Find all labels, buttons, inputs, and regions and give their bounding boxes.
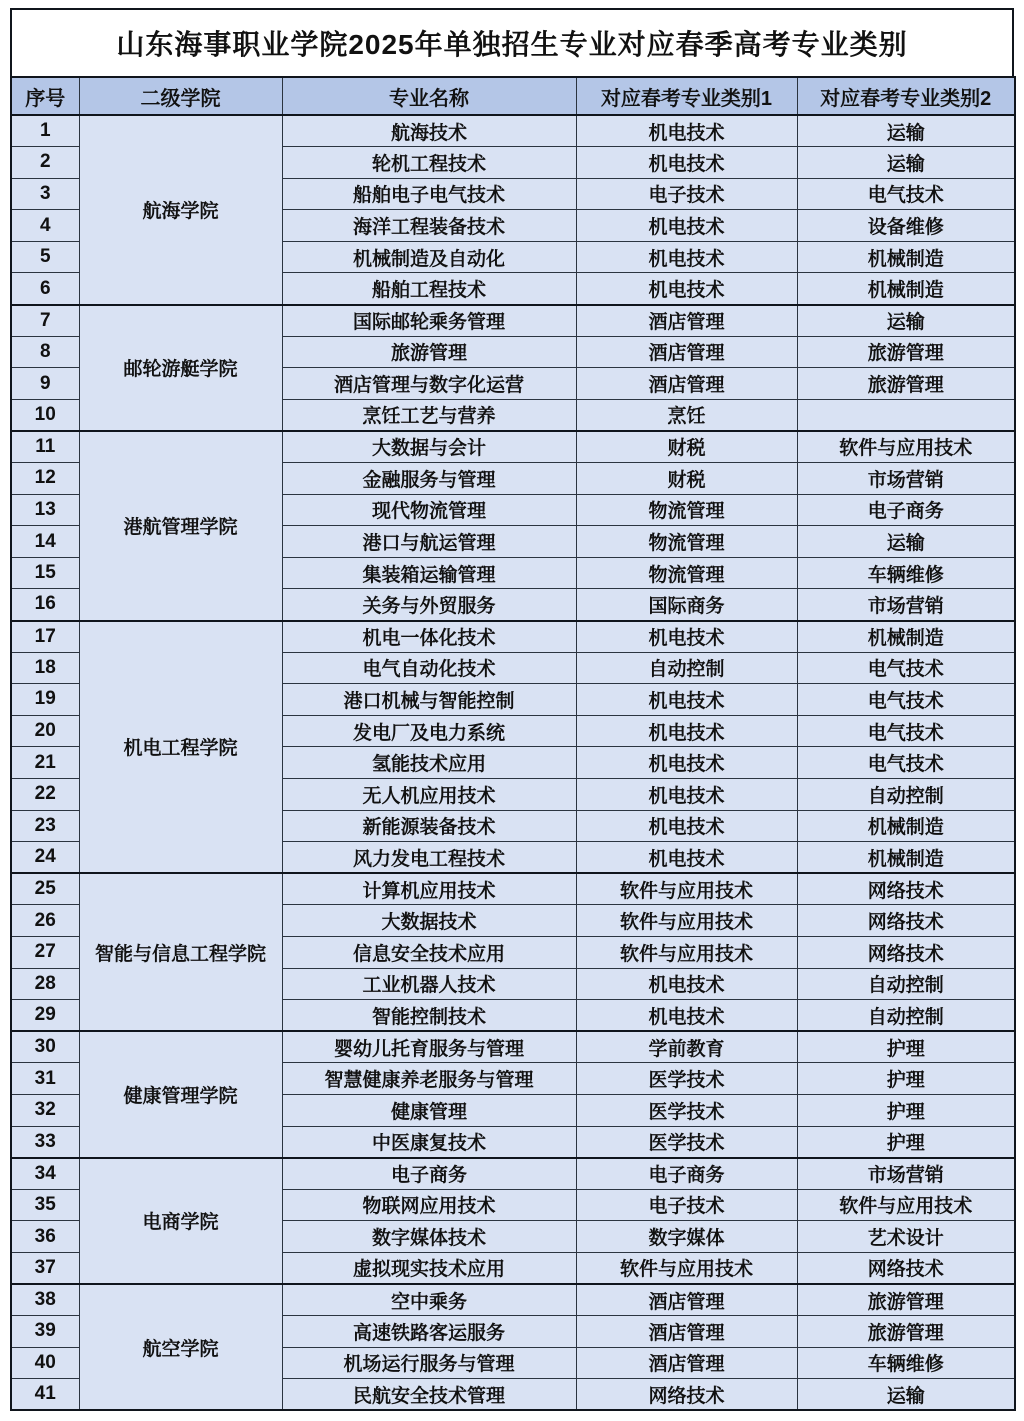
category1-cell: 医学技术 <box>576 1126 797 1158</box>
major-cell: 集装箱运输管理 <box>282 557 576 589</box>
category2-cell: 运输 <box>797 526 1015 558</box>
category2-cell: 旅游管理 <box>797 368 1015 400</box>
major-cell: 大数据与会计 <box>282 431 576 463</box>
category2-cell: 机械制造 <box>797 810 1015 842</box>
major-cell: 计算机应用技术 <box>282 873 576 905</box>
major-cell: 港口与航运管理 <box>282 526 576 558</box>
table-row <box>11 305 1015 337</box>
major-cell: 健康管理 <box>282 1094 576 1126</box>
category1-cell: 医学技术 <box>576 1094 797 1126</box>
college-cell: 航空学院 <box>79 1284 282 1410</box>
index-cell: 6 <box>11 273 79 305</box>
major-cell: 数字媒体技术 <box>282 1221 576 1253</box>
major-cell: 旅游管理 <box>282 336 576 368</box>
category1-cell: 自动控制 <box>576 652 797 684</box>
category1-cell: 学前教育 <box>576 1031 797 1063</box>
index-cell: 29 <box>11 1000 79 1032</box>
category1-cell: 机电技术 <box>576 241 797 273</box>
category1-cell: 酒店管理 <box>576 1284 797 1316</box>
category1-cell: 电子技术 <box>576 178 797 210</box>
category1-cell: 机电技术 <box>576 810 797 842</box>
index-cell: 5 <box>11 241 79 273</box>
category1-cell: 机电技术 <box>576 684 797 716</box>
table-row <box>11 1284 1015 1316</box>
index-cell: 28 <box>11 968 79 1000</box>
index-cell: 4 <box>11 210 79 242</box>
category1-cell: 物流管理 <box>576 526 797 558</box>
category1-cell: 酒店管理 <box>576 1347 797 1379</box>
category1-cell: 机电技术 <box>576 1000 797 1032</box>
major-cell: 大数据技术 <box>282 905 576 937</box>
college-cell: 智能与信息工程学院 <box>79 873 282 1031</box>
category1-cell: 软件与应用技术 <box>576 936 797 968</box>
major-cell: 酒店管理与数字化运营 <box>282 368 576 400</box>
index-cell: 35 <box>11 1189 79 1221</box>
index-cell: 10 <box>11 399 79 431</box>
major-cell: 国际邮轮乘务管理 <box>282 305 576 337</box>
major-cell: 婴幼儿托育服务与管理 <box>282 1031 576 1063</box>
category2-cell: 车辆维修 <box>797 1347 1015 1379</box>
category2-cell: 网络技术 <box>797 936 1015 968</box>
major-cell: 船舶工程技术 <box>282 273 576 305</box>
category2-cell: 机械制造 <box>797 273 1015 305</box>
category2-cell: 电气技术 <box>797 652 1015 684</box>
category2-cell: 电气技术 <box>797 747 1015 779</box>
category2-cell: 车辆维修 <box>797 557 1015 589</box>
major-cell: 智慧健康养老服务与管理 <box>282 1063 576 1095</box>
major-cell: 现代物流管理 <box>282 494 576 526</box>
category2-cell <box>797 399 1015 431</box>
col-header-college: 二级学院 <box>79 77 282 115</box>
index-cell: 19 <box>11 684 79 716</box>
category2-cell: 护理 <box>797 1031 1015 1063</box>
table-row <box>11 1158 1015 1190</box>
index-cell: 3 <box>11 178 79 210</box>
category1-cell: 酒店管理 <box>576 336 797 368</box>
category2-cell: 电气技术 <box>797 178 1015 210</box>
category2-cell: 网络技术 <box>797 905 1015 937</box>
index-cell: 27 <box>11 936 79 968</box>
category1-cell: 软件与应用技术 <box>576 905 797 937</box>
major-cell: 民航安全技术管理 <box>282 1379 576 1411</box>
table-row <box>11 873 1015 905</box>
col-header-index: 序号 <box>11 77 79 115</box>
category2-cell: 自动控制 <box>797 968 1015 1000</box>
index-cell: 32 <box>11 1094 79 1126</box>
index-cell: 31 <box>11 1063 79 1095</box>
category2-cell: 机械制造 <box>797 621 1015 653</box>
category2-cell: 旅游管理 <box>797 1284 1015 1316</box>
major-cell: 轮机工程技术 <box>282 147 576 179</box>
index-cell: 23 <box>11 810 79 842</box>
category2-cell: 运输 <box>797 115 1015 147</box>
category2-cell: 艺术设计 <box>797 1221 1015 1253</box>
index-cell: 16 <box>11 589 79 621</box>
index-cell: 11 <box>11 431 79 463</box>
index-cell: 13 <box>11 494 79 526</box>
category1-cell: 机电技术 <box>576 778 797 810</box>
major-cell: 烹饪工艺与营养 <box>282 399 576 431</box>
college-cell: 机电工程学院 <box>79 621 282 874</box>
index-cell: 24 <box>11 842 79 874</box>
majors-table-body <box>11 115 1015 1410</box>
index-cell: 7 <box>11 305 79 337</box>
index-cell: 30 <box>11 1031 79 1063</box>
category2-cell: 网络技术 <box>797 1252 1015 1284</box>
category1-cell: 机电技术 <box>576 621 797 653</box>
category2-cell: 市场营销 <box>797 463 1015 495</box>
category1-cell: 财税 <box>576 463 797 495</box>
category1-cell: 烹饪 <box>576 399 797 431</box>
major-cell: 信息安全技术应用 <box>282 936 576 968</box>
major-cell: 港口机械与智能控制 <box>282 684 576 716</box>
index-cell: 14 <box>11 526 79 558</box>
index-cell: 2 <box>11 147 79 179</box>
index-cell: 33 <box>11 1126 79 1158</box>
college-cell: 港航管理学院 <box>79 431 282 621</box>
category2-cell: 自动控制 <box>797 778 1015 810</box>
category1-cell: 物流管理 <box>576 557 797 589</box>
college-cell: 健康管理学院 <box>79 1031 282 1157</box>
major-cell: 机电一体化技术 <box>282 621 576 653</box>
index-cell: 17 <box>11 621 79 653</box>
index-cell: 12 <box>11 463 79 495</box>
category2-cell: 设备维修 <box>797 210 1015 242</box>
index-cell: 34 <box>11 1158 79 1190</box>
category1-cell: 机电技术 <box>576 715 797 747</box>
category2-cell: 旅游管理 <box>797 1316 1015 1348</box>
category2-cell: 机械制造 <box>797 842 1015 874</box>
major-cell: 物联网应用技术 <box>282 1189 576 1221</box>
table-row <box>11 1031 1015 1063</box>
index-cell: 41 <box>11 1379 79 1411</box>
category2-cell: 自动控制 <box>797 1000 1015 1032</box>
category1-cell: 软件与应用技术 <box>576 1252 797 1284</box>
major-cell: 机场运行服务与管理 <box>282 1347 576 1379</box>
col-header-category2: 对应春考专业类别2 <box>797 77 1015 115</box>
table-row <box>11 431 1015 463</box>
table-row <box>11 621 1015 653</box>
category2-cell: 运输 <box>797 1379 1015 1411</box>
college-cell: 邮轮游艇学院 <box>79 305 282 431</box>
major-cell: 虚拟现实技术应用 <box>282 1252 576 1284</box>
major-cell: 工业机器人技术 <box>282 968 576 1000</box>
category2-cell: 护理 <box>797 1063 1015 1095</box>
category1-cell: 物流管理 <box>576 494 797 526</box>
category1-cell: 酒店管理 <box>576 368 797 400</box>
category1-cell: 数字媒体 <box>576 1221 797 1253</box>
major-cell: 氢能技术应用 <box>282 747 576 779</box>
category1-cell: 机电技术 <box>576 747 797 779</box>
major-cell: 空中乘务 <box>282 1284 576 1316</box>
major-cell: 发电厂及电力系统 <box>282 715 576 747</box>
majors-table <box>10 76 1016 1411</box>
category1-cell: 网络技术 <box>576 1379 797 1411</box>
major-cell: 航海技术 <box>282 115 576 147</box>
category2-cell: 软件与应用技术 <box>797 1189 1015 1221</box>
category2-cell: 市场营销 <box>797 589 1015 621</box>
major-cell: 无人机应用技术 <box>282 778 576 810</box>
major-cell: 电子商务 <box>282 1158 576 1190</box>
category2-cell: 运输 <box>797 147 1015 179</box>
category1-cell: 酒店管理 <box>576 1316 797 1348</box>
header-row <box>11 77 1015 115</box>
major-cell: 关务与外贸服务 <box>282 589 576 621</box>
category2-cell: 电子商务 <box>797 494 1015 526</box>
category2-cell: 软件与应用技术 <box>797 431 1015 463</box>
index-cell: 38 <box>11 1284 79 1316</box>
index-cell: 39 <box>11 1316 79 1348</box>
category1-cell: 机电技术 <box>576 842 797 874</box>
index-cell: 25 <box>11 873 79 905</box>
index-cell: 20 <box>11 715 79 747</box>
category1-cell: 软件与应用技术 <box>576 873 797 905</box>
category1-cell: 国际商务 <box>576 589 797 621</box>
category1-cell: 机电技术 <box>576 210 797 242</box>
col-header-major: 专业名称 <box>282 77 576 115</box>
index-cell: 1 <box>11 115 79 147</box>
category2-cell: 机械制造 <box>797 241 1015 273</box>
index-cell: 40 <box>11 1347 79 1379</box>
college-cell: 航海学院 <box>79 115 282 305</box>
major-cell: 电气自动化技术 <box>282 652 576 684</box>
major-cell: 新能源装备技术 <box>282 810 576 842</box>
category2-cell: 护理 <box>797 1094 1015 1126</box>
table-container <box>10 8 1014 1411</box>
major-cell: 风力发电工程技术 <box>282 842 576 874</box>
col-header-category1: 对应春考专业类别1 <box>576 77 797 115</box>
category2-cell: 旅游管理 <box>797 336 1015 368</box>
major-cell: 中医康复技术 <box>282 1126 576 1158</box>
index-cell: 9 <box>11 368 79 400</box>
category1-cell: 机电技术 <box>576 115 797 147</box>
category2-cell: 护理 <box>797 1126 1015 1158</box>
major-cell: 智能控制技术 <box>282 1000 576 1032</box>
index-cell: 21 <box>11 747 79 779</box>
major-cell: 海洋工程装备技术 <box>282 210 576 242</box>
index-cell: 15 <box>11 557 79 589</box>
category1-cell: 财税 <box>576 431 797 463</box>
category2-cell: 电气技术 <box>797 684 1015 716</box>
category1-cell: 电子技术 <box>576 1189 797 1221</box>
category2-cell: 市场营销 <box>797 1158 1015 1190</box>
category1-cell: 电子商务 <box>576 1158 797 1190</box>
category1-cell: 机电技术 <box>576 273 797 305</box>
category1-cell: 机电技术 <box>576 147 797 179</box>
category2-cell: 运输 <box>797 305 1015 337</box>
index-cell: 8 <box>11 336 79 368</box>
category1-cell: 酒店管理 <box>576 305 797 337</box>
category1-cell: 机电技术 <box>576 968 797 1000</box>
college-cell: 电商学院 <box>79 1158 282 1284</box>
page-title: 山东海事职业学院2025年单独招生专业对应春季高考专业类别 <box>10 8 1014 78</box>
table-header <box>11 77 1015 115</box>
index-cell: 22 <box>11 778 79 810</box>
major-cell: 船舶电子电气技术 <box>282 178 576 210</box>
major-cell: 机械制造及自动化 <box>282 241 576 273</box>
category1-cell: 医学技术 <box>576 1063 797 1095</box>
category2-cell: 电气技术 <box>797 715 1015 747</box>
table-row <box>11 115 1015 147</box>
category2-cell: 网络技术 <box>797 873 1015 905</box>
major-cell: 高速铁路客运服务 <box>282 1316 576 1348</box>
index-cell: 37 <box>11 1252 79 1284</box>
index-cell: 26 <box>11 905 79 937</box>
major-cell: 金融服务与管理 <box>282 463 576 495</box>
index-cell: 18 <box>11 652 79 684</box>
index-cell: 36 <box>11 1221 79 1253</box>
